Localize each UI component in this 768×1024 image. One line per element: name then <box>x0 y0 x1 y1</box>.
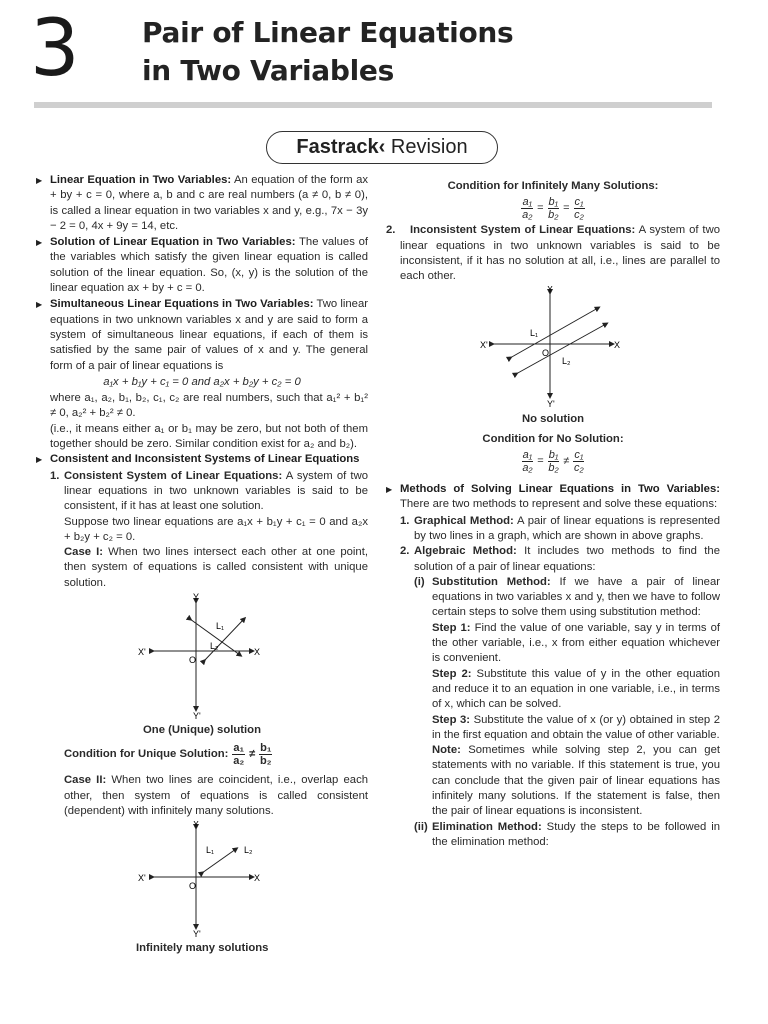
revision-badge <box>266 131 498 164</box>
note-title: Note: <box>432 744 461 757</box>
not-equal-sign: ≠ <box>563 454 570 467</box>
bullet-text: There are two methods to represent and solve these equations: <box>400 498 718 511</box>
condition-unique <box>36 742 368 767</box>
bullet-solution <box>36 235 368 296</box>
denominator: a₂ <box>522 462 533 475</box>
brand-chevron-icon: ‹ <box>378 136 386 158</box>
line-l1 <box>510 308 598 358</box>
item-title: Consistent System of Linear Equations: <box>64 469 283 482</box>
label-yp: Y' <box>193 929 201 940</box>
numerator: c₁ <box>574 196 584 209</box>
item-number: (ii) <box>414 820 428 833</box>
bullet-text: The values of the variables which satisfy the given linear equation is called solution of the linear equation. So, (x, y) is the solution of the linear equation ax + by + c = 0. <box>50 236 369 295</box>
fraction-c <box>574 196 585 221</box>
step-text: Substitute the value of x (or y) obtained in step 2 in the first equation and obtain the value of other variable. <box>432 713 720 741</box>
item-number: (i) <box>414 575 425 588</box>
item-number: 2. <box>400 545 410 558</box>
label-l1: L₁ <box>530 328 539 339</box>
label-x: X <box>254 873 261 884</box>
step-title: Step 3: <box>432 713 471 726</box>
not-equal-sign: ≠ <box>249 748 256 761</box>
inconsistent-system-item <box>386 223 720 284</box>
graphical-method-item <box>386 514 720 545</box>
numerator: b₁ <box>260 742 272 755</box>
bullet-simultaneous <box>36 297 368 373</box>
numerator: a₁ <box>522 449 533 462</box>
case1-body: When two lines intersect each other at one point, then system of equations is called consistent with unique solution. <box>64 546 368 589</box>
consistent-system-item <box>36 469 368 515</box>
case2-title: Case II: <box>64 774 107 787</box>
title-divider <box>34 102 712 108</box>
numerator: b₁ <box>548 196 559 209</box>
chapter-title-line1: Pair of Linear Equations <box>142 16 514 49</box>
denominator: b₂ <box>548 209 559 222</box>
graph-unique-solution <box>132 593 272 721</box>
fraction-a <box>232 742 245 767</box>
item-text: If we have a pair of linear equations in two variables x and y, then we have to follow certain steps to solve them using substitution method: <box>432 575 720 619</box>
condition-none-label: Condition for No Solution: <box>482 432 624 445</box>
item-title: Substitution Method: <box>432 575 551 588</box>
fraction-c <box>573 449 584 474</box>
graph-caption-unique: One (Unique) solution <box>143 724 261 737</box>
bullet-title: Methods of Solving Linear Equations in Two Variables: <box>400 483 720 496</box>
label-xp: X' <box>480 340 488 351</box>
equal-sign: = <box>537 454 544 467</box>
label-y: Y <box>193 821 200 830</box>
bullet-systems <box>36 452 368 467</box>
denominator: b₂ <box>548 462 559 475</box>
note <box>386 743 720 819</box>
revision-brand: Fastrack <box>296 136 379 158</box>
graph-caption-none: No solution <box>521 413 585 426</box>
fraction-a <box>522 449 534 474</box>
bullet-linear-equation <box>36 173 368 234</box>
fraction-b <box>259 742 272 767</box>
label-l1: L₁ <box>216 621 225 632</box>
condition-unique-label: Condition for Unique Solution: <box>64 748 229 761</box>
label-origin: O <box>189 655 197 666</box>
label-l1: L₁ <box>206 845 215 856</box>
equal-sign: = <box>537 202 544 215</box>
graph-caption-infinite: Infinitely many solutions <box>136 942 269 955</box>
denominator: a₂ <box>233 755 245 768</box>
right-column <box>386 173 720 850</box>
case2-text <box>36 773 368 819</box>
graph-no-solution <box>478 286 628 410</box>
item-text: Study the steps to be followed in the elimination method: <box>432 820 720 848</box>
numerator: b₁ <box>548 449 559 462</box>
item-title: Algebraic Method: <box>414 545 517 558</box>
label-origin: O <box>189 881 197 892</box>
chapter-title-line2: in Two Variables <box>142 54 394 87</box>
label-l2: L₂ <box>562 356 571 367</box>
step-2 <box>386 667 720 713</box>
left-column <box>36 173 368 961</box>
label-xp: X' <box>138 647 146 658</box>
step-title: Step 1: <box>432 621 471 634</box>
case2-body: When two lines are coincident, i.e., overlap each other, then system of equations is called consistent (dependent) with infinitely many solutions. <box>64 774 368 817</box>
label-l2: L₂ <box>210 641 219 652</box>
bullet-title: Solution of Linear Equation in Two Variables: <box>50 236 296 249</box>
label-y: Y <box>547 286 554 295</box>
condition-infinite-formula <box>386 196 720 221</box>
bullet-title: Simultaneous Linear Equations in Two Variables: <box>50 298 314 311</box>
elimination-method-item <box>386 820 720 851</box>
substitution-method-item <box>386 575 720 621</box>
label-origin: O <box>542 348 550 359</box>
item-text: It includes two methods to find the solution of a pair of linear equations: <box>414 545 720 573</box>
bullet-text: An equation of the form ax + by + c = 0, where a, b and c are real numbers (a ≠ 0, b ≠ 0), is called a linear equation in two variables x and y, e.g., 7x − 3y − 2 = 0, 4x + 9y = 14, etc. <box>50 174 368 232</box>
label-l2: L₂ <box>244 845 253 856</box>
fraction-b <box>548 449 560 474</box>
item-title: Elimination Method: <box>432 820 542 833</box>
item-text: A pair of linear equations is represented by two lines in a graph, which are shown in above graphs. <box>414 514 721 542</box>
note-text: Sometimes while solving step 2, you can get statements with no variable. If this statement is true, you can conclude that the given pair of linear equations has infinitely many solutions. If the statement is false, then the pair of linear equations is inconsistent. <box>432 744 720 818</box>
label-x: X <box>614 340 621 351</box>
coefficients-note: (i.e., it means either a₁ or b₁ may be zero, but not both of them together should be zero. Similar condition exist for a₂ and b₂). <box>50 422 368 451</box>
condition-infinite-label: Condition for Infinitely Many Solutions: <box>447 180 659 192</box>
denominator: a₂ <box>522 209 533 222</box>
item-number: 1. <box>50 469 60 482</box>
item-number: 1. <box>400 514 410 527</box>
label-y: Y <box>193 593 200 603</box>
numerator: a₁ <box>522 196 533 209</box>
step-text: Find the value of one variable, say y in terms of the other variable, i.e., x from either equation whichever is convenient. <box>432 621 721 665</box>
revision-label: Revision <box>390 136 468 158</box>
bullet-title: Consistent and Inconsistent Systems of Linear Equations <box>50 453 360 466</box>
equal-sign: = <box>563 202 570 215</box>
bullet-methods <box>386 482 720 513</box>
denominator: c₂ <box>574 209 584 222</box>
label-xp: X' <box>138 873 146 884</box>
general-form-equation: a₁x + b₁y + c₁ = 0 and a₂x + b₂y + c₂ = 0 <box>103 375 301 388</box>
chapter-number: 3 <box>30 4 80 94</box>
step-text: Substitute this value of y in the other equation and reduce it to an equation in one variable, i.e., in terms of x, which can be solved. <box>432 667 720 711</box>
item-title: Graphical Method: <box>414 514 514 527</box>
case1-title: Case I: <box>64 546 103 559</box>
denominator: b₂ <box>259 755 272 768</box>
fraction-a <box>521 196 533 221</box>
numerator: c₁ <box>574 449 584 462</box>
condition-none-formula <box>386 449 720 474</box>
step-title: Step 2: <box>432 667 472 680</box>
label-x: X <box>254 647 261 658</box>
item-title: Inconsistent System of Linear Equations: <box>410 224 636 237</box>
item-text: A system of two linear equations in two unknown variables is said to be inconsistent, if it has no solution at all, i.e., lines are parallel to each other. <box>400 224 721 283</box>
item-text: A system of two linear equations in two unknown variables is said to be consistent, if it has at least one solution. <box>64 469 369 513</box>
label-yp: Y' <box>193 711 201 722</box>
chapter-title <box>142 14 513 90</box>
graph-infinite-solutions <box>132 821 272 939</box>
suppose-text: Suppose two linear equations are a₁x + b₁y + c₁ = 0 and a₂x + b₂y + c₂ = 0. <box>64 515 368 543</box>
step-3 <box>386 713 720 744</box>
numerator: a₁ <box>233 742 245 755</box>
item-number: 2. <box>386 224 396 237</box>
step-1 <box>386 621 720 667</box>
algebraic-method-item <box>386 544 720 575</box>
label-yp: Y' <box>547 399 555 410</box>
denominator: c₂ <box>573 462 584 475</box>
fraction-b <box>548 196 560 221</box>
bullet-text: Two linear equations in two unknown variables x and y are said to form a system of simultaneous linear equations, if each of them is satisfied by the same pair of values of x and y. The general form of a pair of linear equations is <box>50 298 368 372</box>
coefficients-condition: where a₁, a₂, b₁, b₂, c₁, c₂ are real numbers, such that a₁² + b₁² ≠ 0, a₂² + b₂² ≠ 0. <box>50 392 368 420</box>
bullet-title: Linear Equation in Two Variables: <box>50 174 232 186</box>
case1-text <box>36 545 368 591</box>
